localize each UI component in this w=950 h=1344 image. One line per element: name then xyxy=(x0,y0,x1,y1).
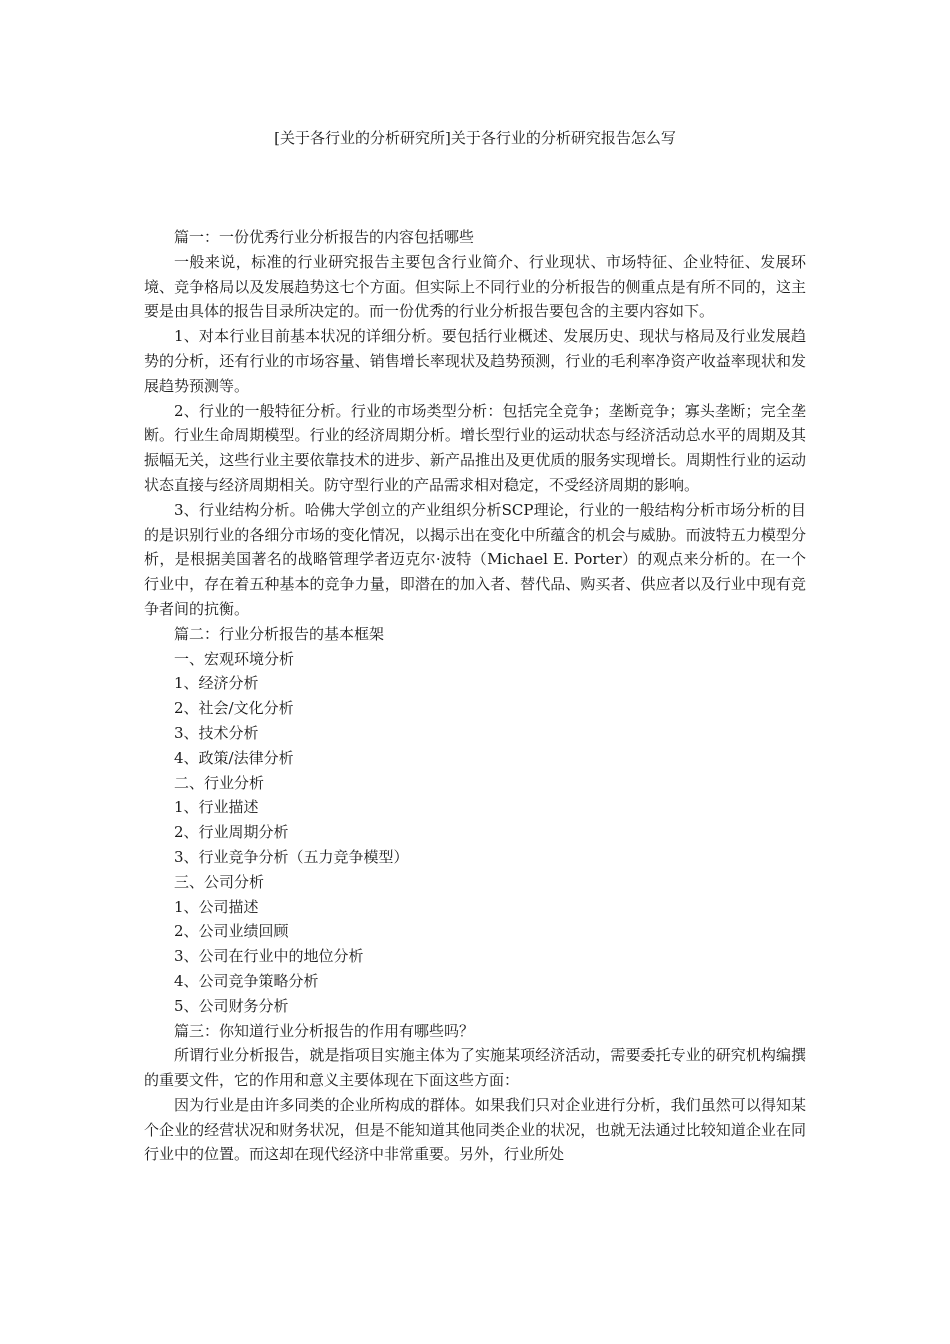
outline-item: 一、宏观环境分析 xyxy=(174,649,295,668)
section1-paragraph-2: 1、对本行业目前基本状况的详细分析。要包括行业概述、发展历史、现状与格局及行业发展趋势的分析，还有行业的市场容量、销售增长率现状及趋势预测，行业的毛利率净资产收益率现状和发展趋势预测等。 xyxy=(144,327,806,395)
section1-paragraph-4: 3、行业结构分析。哈佛大学创立的产业组织分析SCP理论，行业的一般结构分析市场分析的目的是识别行业的各细分市场的变化情况，以揭示出在变化中所蕴含的机会与威胁。而波特五力模型分析，是根据美国著名的战略管理学者迈克尔·波特（Michael E. Porter）的观点来分析的。在一个行业中，存在着五种基本的竞争力量，即潜在的加入者、替代品、购买者、供应者以及行业中现有竞争者间的抗衡。 xyxy=(144,500,806,618)
outline-item: 3、行业竞争分析（五力竞争模型） xyxy=(174,847,409,866)
outline-item: 1、经济分析 xyxy=(174,674,259,693)
section3-paragraph-2: 因为行业是由许多同类的企业所构成的群体。如果我们只对企业进行分析，我们虽然可以得知某个企业的经营状况和财务状况，但是不能知道其他同类企业的状况，也就无法通过比较知道企业在同行业中的位置。而这却在现代经济中非常重要。另外，行业所处 xyxy=(144,1095,806,1164)
section3-heading: 篇三：你知道行业分析报告的作用有哪些吗？ xyxy=(174,1021,475,1040)
section3-paragraph-1: 所谓行业分析报告，就是指项目实施主体为了实施某项经济活动，需要委托专业的研究机构编撰的重要文件，它的作用和意义主要体现在下面这些方面： xyxy=(144,1046,806,1090)
outline-item: 2、社会/文化分析 xyxy=(174,699,294,718)
outline-item: 三、公司分析 xyxy=(174,872,265,891)
outline-item: 4、政策/法律分析 xyxy=(174,748,294,767)
outline-item: 2、公司业绩回顾 xyxy=(174,922,289,941)
section1-paragraph-3: 2、行业的一般特征分析。行业的市场类型分析：包括完全竞争；垄断竞争；寡头垄断；完全垄断。行业生命周期模型。行业的经济周期分析。增长型行业的运动状态与经济活动总水平的周期及其振幅无关，这些行业主要依靠技术的进步、新产品推出及更优质的服务实现增长。周期性行业的运动状态直接与经济周期相关。防守型行业的产品需求相对稳定，不受经济周期的影响。 xyxy=(144,401,806,494)
outline-item: 4、公司竞争策略分析 xyxy=(174,971,319,990)
section1-paragraph-1: 一般来说，标准的行业研究报告主要包含行业简介、行业现状、市场特征、企业特征、发展环境、竞争格局以及发展趋势这七个方面。但实际上不同行业的分析报告的侧重点是有所不同的，这主要是由具体的报告目录所决定的。而一份优秀的行业分析报告要包含的主要内容如下。 xyxy=(144,252,806,321)
document-body xyxy=(144,225,806,1167)
section1-heading: 篇一：一份优秀行业分析报告的内容包括哪些 xyxy=(174,228,475,246)
document-title: [关于各行业的分析研究所]关于各行业的分析研究报告怎么写 xyxy=(274,129,676,147)
section2-heading: 篇二：行业分析报告的基本框架 xyxy=(174,624,385,643)
outline-item: 1、行业描述 xyxy=(174,798,259,817)
outline-item: 5、公司财务分析 xyxy=(174,996,289,1015)
outline-item: 2、行业周期分析 xyxy=(174,823,289,842)
outline-item: 二、行业分析 xyxy=(174,773,265,792)
outline-item: 1、公司描述 xyxy=(174,897,259,916)
outline-item: 3、技术分析 xyxy=(174,723,259,742)
outline-item: 3、公司在行业中的地位分析 xyxy=(174,947,364,966)
